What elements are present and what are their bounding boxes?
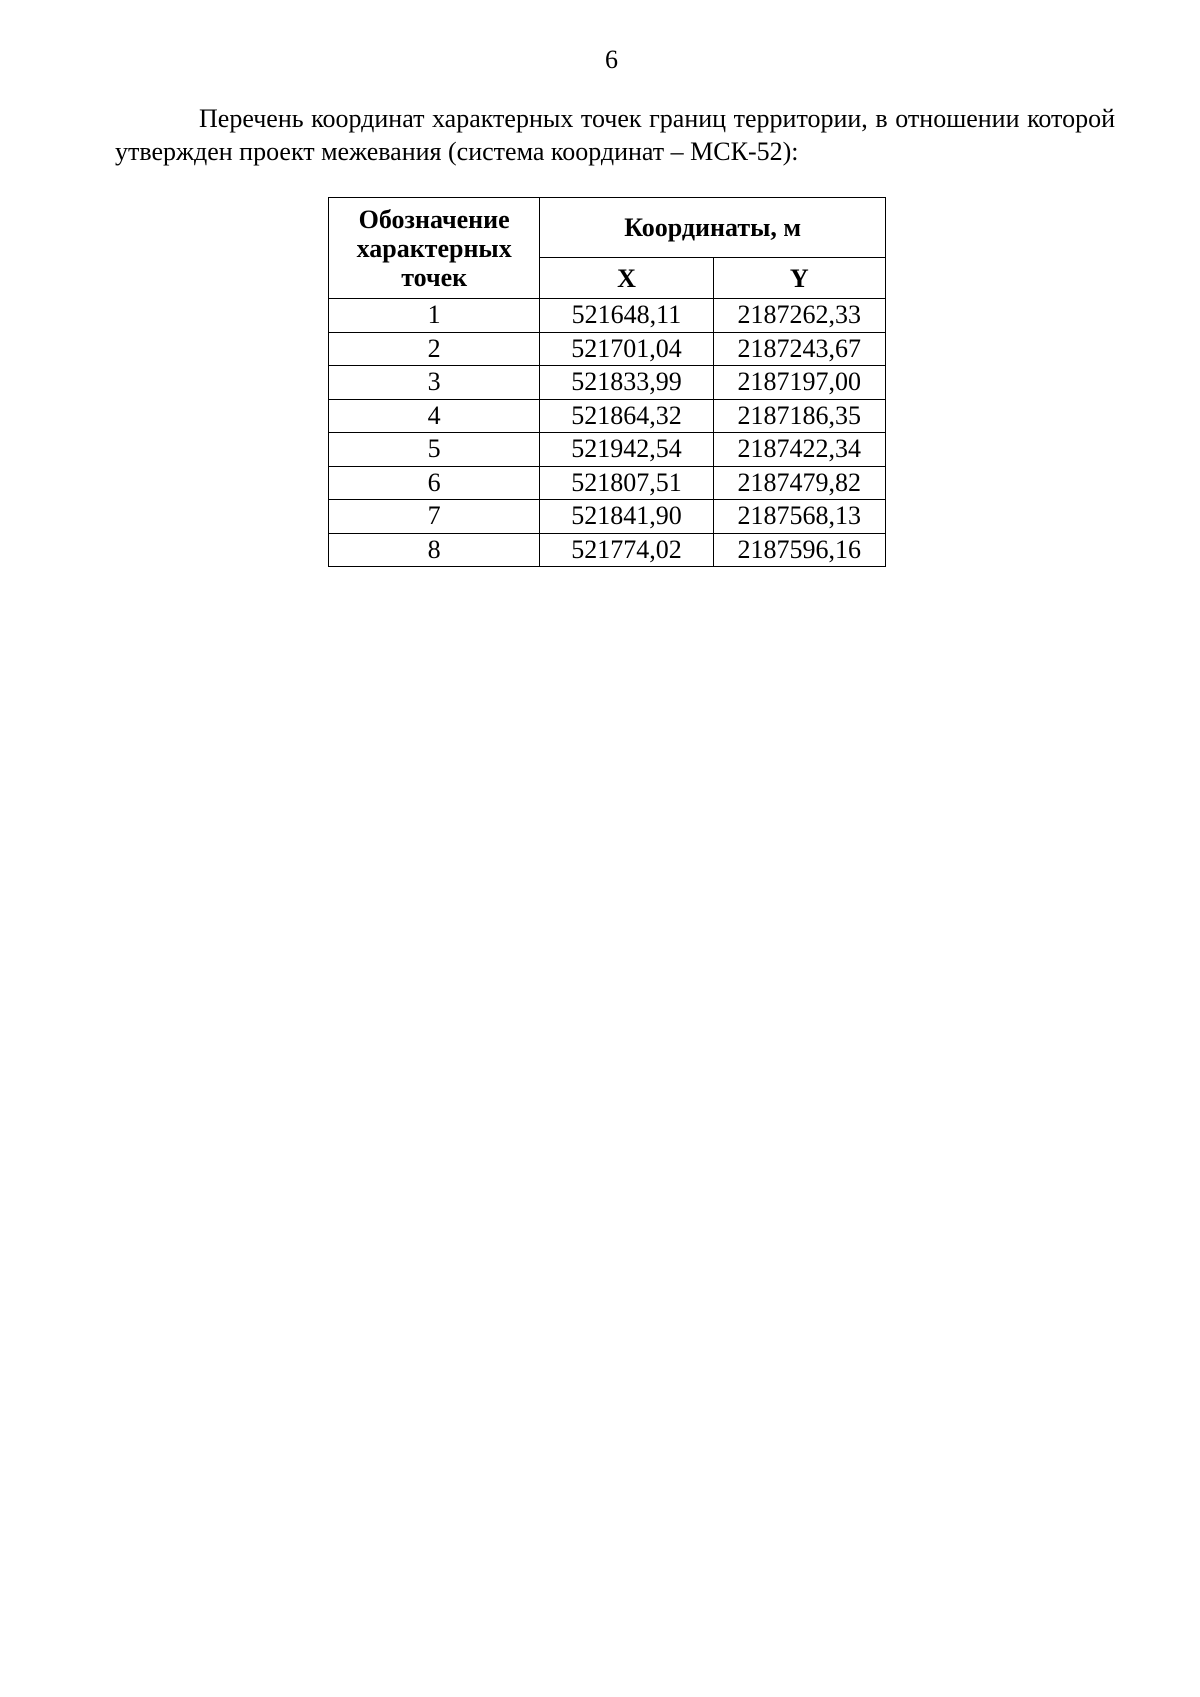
y-cell: 2187568,13 [713, 500, 885, 534]
y-column-header: Y [713, 258, 885, 299]
point-column-header: Обозначение характерных точек [329, 198, 540, 299]
x-cell: 521701,04 [540, 332, 713, 366]
x-cell: 521774,02 [540, 533, 713, 567]
coordinates-table [328, 197, 886, 567]
point-cell: 2 [329, 332, 540, 366]
header-row [329, 198, 886, 258]
x-cell: 521807,51 [540, 466, 713, 500]
table-row [329, 433, 886, 467]
x-cell: 521942,54 [540, 433, 713, 467]
table-row [329, 332, 886, 366]
y-cell: 2187262,33 [713, 299, 885, 333]
coordinates-column-header: Координаты, м [540, 198, 886, 258]
y-cell: 2187197,00 [713, 366, 885, 400]
point-cell: 4 [329, 399, 540, 433]
x-cell: 521833,99 [540, 366, 713, 400]
intro-paragraph: Перечень координат характерных точек границ территории, в отношении которой утвержден проект межевания (система координат – МСК-52): [115, 104, 1115, 166]
y-cell: 2187422,34 [713, 433, 885, 467]
page-number: 6 [605, 45, 618, 74]
point-cell: 6 [329, 466, 540, 500]
y-cell: 2187243,67 [713, 332, 885, 366]
table-row [329, 299, 886, 333]
table-row [329, 533, 886, 567]
x-cell: 521864,32 [540, 399, 713, 433]
point-cell: 3 [329, 366, 540, 400]
table-header [329, 198, 886, 299]
point-cell: 8 [329, 533, 540, 567]
x-cell: 521841,90 [540, 500, 713, 534]
point-cell: 1 [329, 299, 540, 333]
table-row [329, 366, 886, 400]
x-column-header: X [540, 258, 713, 299]
table-row [329, 500, 886, 534]
x-cell: 521648,11 [540, 299, 713, 333]
y-cell: 2187479,82 [713, 466, 885, 500]
point-cell: 7 [329, 500, 540, 534]
y-cell: 2187596,16 [713, 533, 885, 567]
table-row [329, 399, 886, 433]
table-row [329, 466, 886, 500]
y-cell: 2187186,35 [713, 399, 885, 433]
point-cell: 5 [329, 433, 540, 467]
table-body [329, 299, 886, 567]
